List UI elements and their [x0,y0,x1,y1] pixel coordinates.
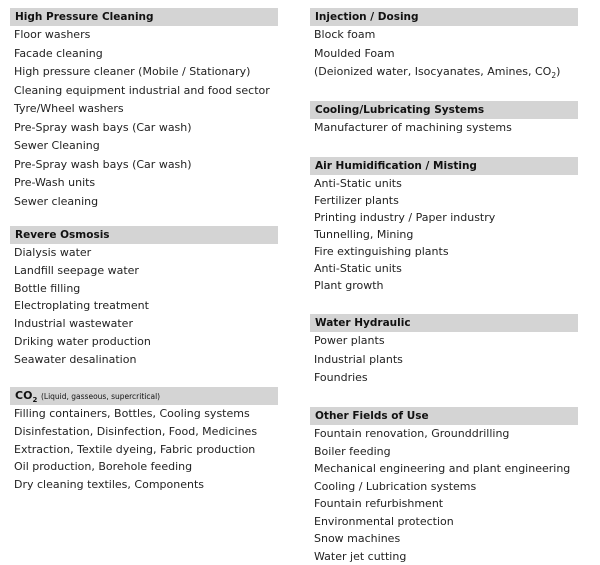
list-item: Electroplating treatment [10,297,278,315]
item-list [10,244,278,369]
list-item: (Deionized water, Isocyanates, Amines, $CO_2$) [310,63,578,86]
item-list [310,332,578,388]
list-item: Boiler feeding [310,443,578,461]
list-item: Fire extinguishing plants [310,243,578,260]
list-item: Bottle filling [10,280,278,298]
list-item: Power plants [310,332,578,351]
list-item: Tunnelling, Mining [310,226,578,243]
list-item: Pre-Spray wash bays (Car wash) [10,119,278,138]
list-item: Filling containers, Bottles, Cooling systems [10,405,278,423]
list-item: Sewer Cleaning [10,137,278,156]
list-item: Foundries [310,369,578,388]
section-other-fields [310,407,578,565]
item-list [10,26,278,211]
item-list [310,119,578,138]
co2-subscript: 2 [32,396,37,404]
item-list [10,405,278,494]
list-item: Snow machines [310,530,578,548]
item-list [310,425,578,565]
list-item: Mechanical engineering and plant engineering [310,460,578,478]
list-item: Manufacturer of machining systems [310,119,578,138]
section-header: Air Humidification / Misting [310,157,578,175]
section-reverse-osmosis [10,226,278,369]
list-item: Fountain refurbishment [310,495,578,513]
section-header: Injection / Dosing [310,8,578,26]
list-item: Cooling / Lubrication systems [310,478,578,496]
list-item: Plant growth [310,277,578,294]
item-list [310,26,578,63]
list-item: Water jet cutting [310,548,578,565]
list-item: High pressure cleaner (Mobile / Stationary) [10,63,278,82]
section-injection-dosing [310,8,578,86]
section-cooling-lubricating [310,101,578,138]
list-item: Anti-Static units [310,260,578,277]
list-item: Floor washers [10,26,278,45]
list-item: Sewer cleaning [10,193,278,212]
list-item: Seawater desalination [10,351,278,369]
list-item: Disinfestation, Disinfection, Food, Medicines [10,423,278,441]
list-item: Dry cleaning textiles, Components [10,476,278,494]
section-header: Cooling/Lubricating Systems [310,101,578,119]
section-header: Other Fields of Use [310,407,578,425]
list-item: Industrial wastewater [10,315,278,333]
list-item: Pre-Wash units [10,174,278,193]
list-item: Oil production, Borehole feeding [10,458,278,476]
section-header: Water Hydraulic [310,314,578,332]
section-header [10,387,278,405]
section-high-pressure-cleaning [10,8,278,211]
list-item: Block foam [310,26,578,45]
list-item: Facade cleaning [10,45,278,64]
list-item: Printing industry / Paper industry [310,209,578,226]
list-item: Fountain renovation, Grounddrilling [310,425,578,443]
section-co2 [10,387,278,494]
list-item: Environmental protection [310,513,578,531]
list-item: Landfill seepage water [10,262,278,280]
list-item: Anti-Static units [310,175,578,192]
list-item: Tyre/Wheel washers [10,100,278,119]
section-header: High Pressure Cleaning [10,8,278,26]
item-list [310,175,578,294]
list-item: Pre-Spray wash bays (Car wash) [10,156,278,175]
co2-note: (Liquid, gasseous, supercritical) [41,392,160,401]
list-item: Dialysis water [10,244,278,262]
section-water-hydraulic [310,314,578,388]
list-item: Moulded Foam [310,45,578,64]
list-item: Extraction, Textile dyeing, Fabric production [10,441,278,459]
list-item: Fertilizer plants [310,192,578,209]
list-item: Industrial plants [310,351,578,370]
co2-label: CO [15,389,32,402]
list-item: Driking water production [10,333,278,351]
list-item: Cleaning equipment industrial and food sector [10,82,278,101]
section-air-humidification [310,157,578,294]
section-header: Revere Osmosis [10,226,278,244]
